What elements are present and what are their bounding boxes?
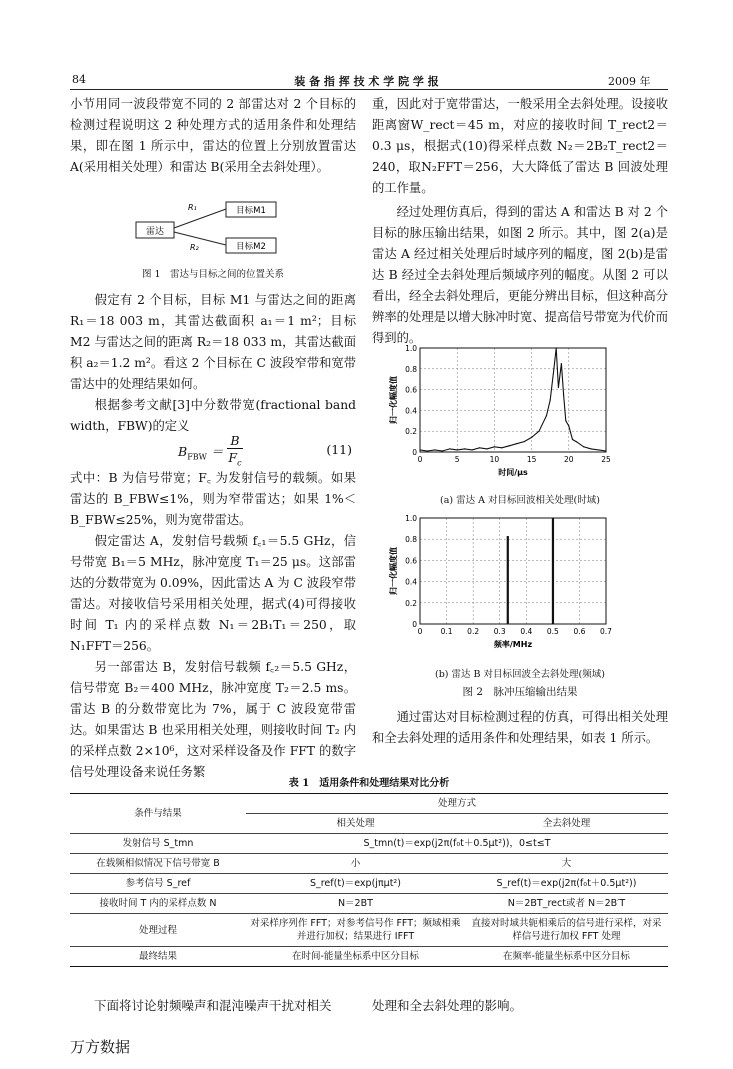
paragraph: 另一部雷达 B，发射信号载频 f꜀₂＝5.5 GHz，信号带宽 B₂＝400 MHz，脉冲宽度 T₂＝2.5 ms。雷达 B 的分数带宽比为 7%，属于 C 波段宽带雷达。如果雷达 B 也采用相关处理，则接收时间 T₂ 内的采样点数 2×10⁶，这对采样设备及作 FFT 的数字信号处理设备来说任务繁 [70, 660, 356, 779]
table-cell: 小 [246, 854, 465, 874]
data-point [471, 449, 472, 450]
table-cell: N＝2BT [246, 894, 465, 914]
y-tick-label: 0.4 [405, 406, 417, 416]
formula-den-sub: c [237, 458, 242, 468]
series-line [420, 348, 606, 451]
table-head-col1: 相关处理 [246, 814, 465, 834]
table-cell: 处理过程 [70, 914, 246, 947]
paragraph: 经过处理仿真后，得到的雷达 A 和雷达 B 对 2 个目标的脉压输出结果，如图 2 所示。其中，图 2(a)是雷达 A 经过相关处理后时域序列的幅度，图 2(b)是雷达 B 经过全去斜处理后频域序列的幅度。从图 2 可以看出，经全去斜处理后，更能分辨出目标，但这种高分辨率的处理是以增大脉冲时宽、提高信号带宽为代价而得到的。 [372, 205, 668, 345]
table-cell: 发射信号 S_tmn [70, 834, 246, 854]
table-row [70, 834, 668, 854]
table-cell: 在载频相似情况下信号带宽 B [70, 854, 246, 874]
table-head-top: 处理方式 [246, 794, 668, 814]
table-cell: 直接对时域共轭相乘后的信号进行采样，对采样信号进行加权 FFT 处理 [465, 914, 668, 947]
left-col-top [70, 94, 356, 178]
figure-1-caption: 图 1 雷达与目标之间的位置关系 [141, 269, 285, 280]
formula-lhs-sub: FBW [187, 452, 207, 462]
table-cell: 接收时间 T 内的采样点数 N [70, 894, 246, 914]
formula-number: (11) [326, 442, 352, 457]
paragraph: 通过雷达对目标检测过程的仿真，可得出相关处理和全去斜处理的适用条件和处理结果，如表 1 所示。 [372, 710, 668, 745]
plot-frame [420, 348, 606, 452]
data-point [449, 448, 450, 449]
y-tick-label: 0.6 [405, 556, 417, 566]
data-point [464, 448, 465, 449]
table-cell: S_ref(t)＝exp(j2π(f₀t＋0.5μt²)) [465, 874, 668, 894]
y-tick-label: 0.8 [405, 535, 417, 545]
x-tick-label: 15 [526, 455, 537, 464]
paragraph: 重，因此对于宽带雷达，一般采用全去斜处理。设接收距离窗W_rect＝45 m，对应的接收时间 T_rect2＝0.3 μs，根据式(10)得采样点数 N₂＝2B₂T_rect2＝240，取N₂FFT＝256，大大降低了雷达 B 回波处理的工作量。 [372, 97, 668, 195]
bottom-text-right: 处理和全去斜处理的影响。 [372, 998, 523, 1013]
table-head-left: 条件与结果 [70, 794, 246, 834]
journal-title: 装 备 指 挥 技 术 学 院 学 报 [294, 75, 439, 88]
page-number: 84 [72, 73, 86, 86]
data-point [457, 449, 458, 450]
y-tick-label: 1.0 [405, 344, 417, 353]
table-cell: S_ref(t)＝exp(jπμt²) [246, 874, 465, 894]
y-axis-label: 归一化幅度值 [389, 547, 398, 595]
data-point [550, 399, 551, 400]
y-tick-label: 0 [412, 448, 417, 457]
data-point [553, 368, 554, 369]
bottom-text-left: 下面将讨论射频噪声和混沌噪声干扰对相关 [94, 998, 332, 1013]
table-row [70, 894, 668, 914]
y-tick-label: 0.2 [405, 598, 417, 608]
target2-label: 目标M2 [236, 242, 266, 252]
table-row [70, 914, 668, 947]
formula-den-symbol: F [228, 450, 238, 465]
data-point [605, 450, 606, 451]
data-point [524, 441, 525, 442]
x-tick-label: 0.5 [546, 627, 559, 636]
y-tick-label: 0.2 [405, 427, 417, 437]
data-point [558, 387, 559, 388]
figure-2a-caption: (a) 雷达 A 对目标回波相关处理(时域) [440, 495, 600, 506]
x-tick-label: 10 [489, 455, 500, 464]
y-tick-label: 0 [412, 620, 417, 629]
data-point [538, 431, 539, 432]
right-col-top [372, 94, 668, 349]
x-tick-label: 5 [454, 455, 460, 464]
right-col-bottom [372, 707, 668, 749]
bar [507, 536, 509, 624]
x-tick-label: 0.3 [493, 627, 506, 636]
x-tick-label: 0.1 [440, 627, 453, 636]
table-cell: 参考信号 S_ref [70, 874, 246, 894]
data-point [427, 450, 428, 451]
x-tick-label: 0 [417, 455, 423, 464]
header-rule [70, 89, 668, 90]
data-point [563, 394, 564, 395]
link-r1 [174, 209, 226, 228]
table-row [70, 947, 668, 967]
paragraph: 假定有 2 个目标，目标 M1 与雷达之间的距离 R₁＝18 003 m，其雷达截面积 a₁＝1 m²；目标 M2 与雷达之间的距离 R₂＝18 033 m，其雷达截面积 a₂＝1.2 m²。看这 2 个目标在 C 波段窄带和宽带雷达中的处理结果如何。 [70, 293, 356, 391]
table-header-row [70, 794, 668, 814]
r2-label: R₂ [190, 243, 199, 252]
x-tick-label: 0.7 [600, 627, 612, 636]
table-cell: 最终结果 [70, 947, 246, 967]
x-tick-label: 25 [601, 455, 611, 464]
radar-label: 雷达 [145, 227, 165, 237]
x-tick-label: 20 [564, 455, 574, 464]
table-cell: S_tmn(t)＝exp(j2π(f₀t＋0.5μt²))，0≤t≤T [246, 834, 668, 854]
watermark: 万方数据 [70, 1038, 131, 1056]
x-axis-label: 时间/μs [498, 468, 528, 477]
formula-numerator: B [227, 433, 243, 449]
data-point [434, 449, 435, 450]
data-point [591, 448, 592, 449]
x-tick-label: 0 [417, 627, 423, 636]
formula-lhs: $B_{FBW}$ ＝ [178, 444, 224, 462]
paragraph: 根据参考文献[3]中分数带宽(fractional band width，FBW)的定义 [70, 398, 356, 433]
table-1-title: 表 1 适用条件和处理结果对比分析 [288, 778, 450, 789]
data-point [509, 445, 510, 446]
data-point [546, 415, 547, 416]
figure-2b-caption: (b) 雷达 B 对目标回波全去斜处理(频域) [435, 669, 605, 680]
y-axis-label: 归一化幅度值 [389, 376, 398, 424]
data-point [572, 439, 573, 440]
data-point [556, 347, 557, 348]
formula-11 [70, 434, 356, 466]
table-head-col2: 全去斜处理 [465, 814, 668, 834]
link-r2 [174, 232, 226, 245]
figure-1 [130, 198, 290, 258]
data-point [479, 447, 480, 448]
table-cell: 对采样序列作 FFT；对参考信号作 FFT；频域相乘并进行加权；结果进行 IFFT [246, 914, 465, 947]
paragraph: 小节用同一波段带宽不同的 2 部雷达对 2 个目标的检测过程说明这 2 种处理方式的适用条件和处理结果，即在图 1 所示中，雷达的位置上分别放置雷达 A(采用相关处理）和雷达 B(采用全去斜处理）。 [70, 97, 356, 174]
y-tick-label: 0.8 [405, 364, 417, 374]
target1-label: 目标M1 [236, 206, 266, 216]
table-1 [70, 793, 668, 967]
data-point [583, 446, 584, 447]
data-point [442, 450, 443, 451]
table-cell: 在频率-能量坐标系中区分目标 [465, 947, 668, 967]
data-point [565, 420, 566, 421]
plot-frame [420, 518, 606, 624]
paragraph: 假定雷达 A，发射信号载频 f꜀₁＝5.5 GHz，信号带宽 B₁＝5 MHz，脉冲宽度 T₁＝25 μs。这部雷达的分数带宽为 0.09%，因此雷达 A 为 C 波段窄带雷达。对接收信号采用相关处理，据式(4)可得接收时间 T₁ 内的采样点数 N₁＝2B₁T₁＝250，取N₁FFT＝256。 [70, 534, 356, 653]
data-point [576, 441, 577, 442]
y-tick-label: 0.4 [405, 577, 417, 587]
left-col-bottom [70, 468, 356, 783]
y-tick-label: 0.6 [405, 385, 417, 395]
formula-denominator [227, 450, 243, 468]
figure-2a [380, 342, 620, 512]
header-year: 2009 年 [608, 75, 651, 88]
bar [552, 518, 554, 624]
table-cell: 在时间-能量坐标系中区分目标 [246, 947, 465, 967]
data-point [419, 449, 420, 450]
left-col-mid [70, 290, 356, 437]
r1-label: R₁ [188, 203, 197, 212]
figure-2b [380, 512, 620, 662]
formula-lhs-symbol: B [178, 444, 188, 459]
table-row [70, 854, 668, 874]
data-point [501, 447, 502, 448]
data-point [494, 446, 495, 447]
data-point [531, 437, 532, 438]
y-tick-label: 1.0 [405, 514, 417, 523]
x-tick-label: 0.6 [573, 627, 586, 636]
data-point [561, 363, 562, 364]
data-point [598, 449, 599, 450]
paragraph: 式中：B 为信号带宽；F꜀ 为发射信号的载频。如果雷达的 B_FBW≤1%，则为窄带雷达；如果 1%＜B_FBW≤25%，则为宽带雷达。 [70, 471, 356, 527]
data-point [486, 448, 487, 449]
data-point [516, 443, 517, 444]
x-axis-label: 频率/MHz [493, 640, 533, 649]
x-tick-label: 0.4 [520, 627, 533, 636]
table-cell: N＝2BT_rect或者 N＝2B′T [465, 894, 668, 914]
table-cell: 大 [465, 854, 668, 874]
data-point [568, 425, 569, 426]
x-tick-label: 0.2 [467, 627, 480, 636]
figure-2-caption: 图 2 脉冲压缩输出结果 [462, 686, 578, 698]
table-row [70, 874, 668, 894]
